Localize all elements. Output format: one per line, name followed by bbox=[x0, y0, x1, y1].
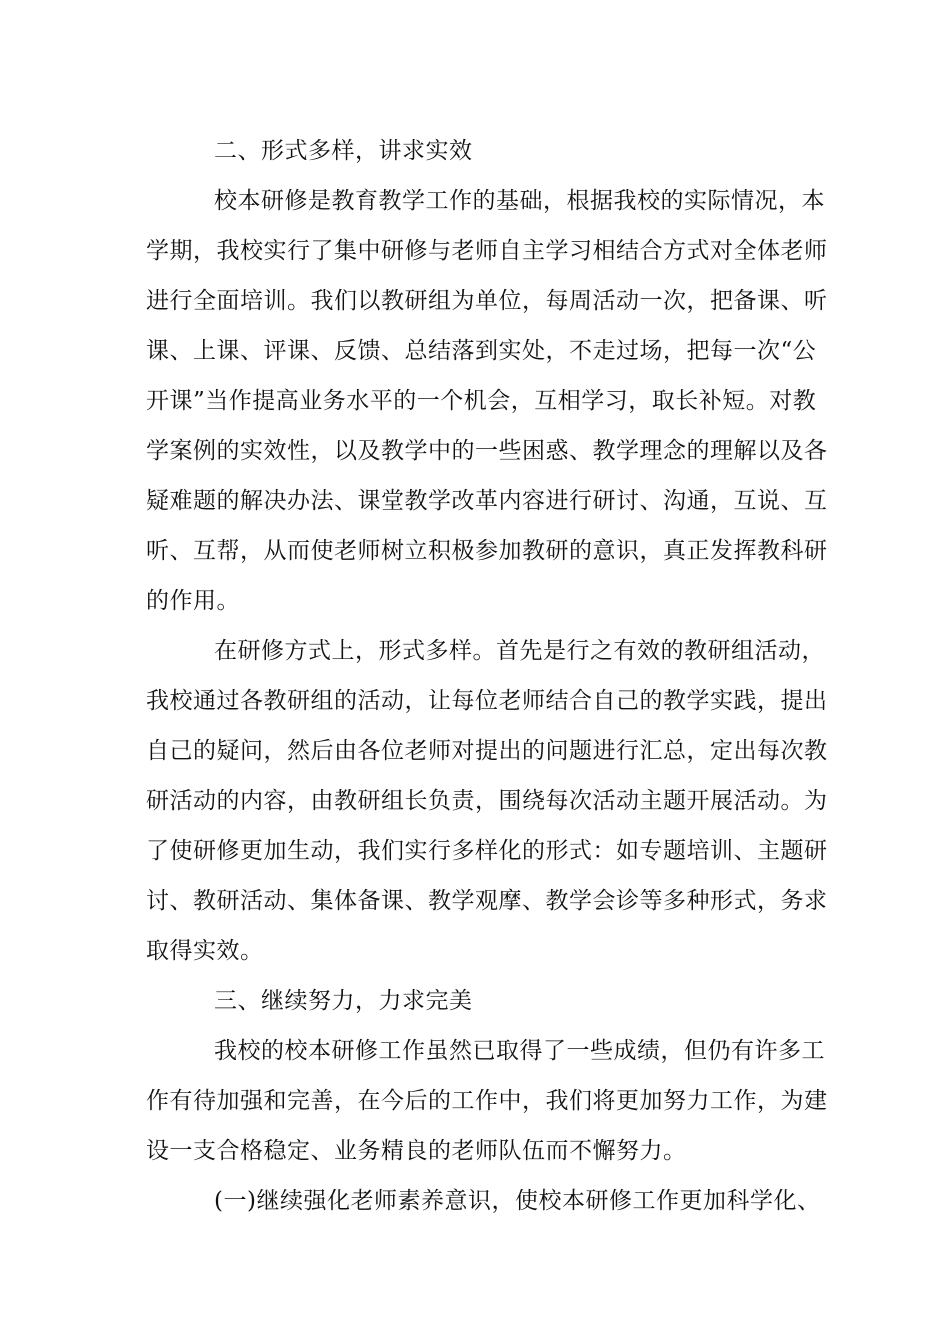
list-item-1: (一)继续强化老师素养意识，使校本研修工作更加科学化、 bbox=[214, 1188, 821, 1214]
paragraph-line: 我校的校本研修工作虽然已取得了一些成绩，但仍有许多工 bbox=[214, 1038, 825, 1064]
paragraph-line: 了使研修更加生动，我们实行多样化的形式：如专题培训、主题研 bbox=[146, 838, 828, 864]
paragraph-line: 研活动的内容，由教研组长负责，围绕每次活动主题开展活动。为 bbox=[146, 788, 828, 814]
paragraph-line: 课、上课、评课、反馈、总结落到实处，不走过场，把每一次“公 bbox=[146, 338, 817, 364]
paragraph-line: 学期，我校实行了集中研修与老师自主学习相结合方式对全体老师 bbox=[146, 238, 828, 264]
paragraph-line: 取得实效。 bbox=[146, 938, 264, 964]
paragraph-line: 设一支合格稳定、业务精良的老师队伍而不懈努力。 bbox=[146, 1138, 687, 1164]
section-heading-2: 二、形式多样，讲求实效 bbox=[214, 138, 473, 164]
paragraph-line: 自己的疑问，然后由各位老师对提出的问题进行汇总，定出每次教 bbox=[146, 738, 828, 764]
section-heading-3: 三、继续努力，力求完美 bbox=[214, 988, 473, 1014]
paragraph-line: 我校通过各教研组的活动，让每位老师结合自己的教学实践，提出 bbox=[146, 688, 828, 714]
paragraph-line: 进行全面培训。我们以教研组为单位，每周活动一次，把备课、听 bbox=[146, 288, 828, 314]
paragraph-line: 听、互帮，从而使老师树立积极参加教研的意识，真正发挥教科研 bbox=[146, 538, 828, 564]
paragraph-line: 讨、教研活动、集体备课、教学观摩、教学会诊等多种形式，务求 bbox=[146, 888, 828, 914]
paragraph-line: 校本研修是教育教学工作的基础，根据我校的实际情况，本 bbox=[214, 188, 825, 214]
paragraph-line: 疑难题的解决办法、课堂教学改革内容进行研讨、沟通，互说、互 bbox=[146, 488, 828, 514]
paragraph-line: 在研修方式上，形式多样。首先是行之有效的教研组活动， bbox=[214, 638, 825, 664]
paragraph-line: 开课”当作提高业务水平的一个机会，互相学习，取长补短。对教 bbox=[146, 388, 817, 414]
paragraph-line: 学案例的实效性，以及教学中的一些困惑、教学理念的理解以及各 bbox=[146, 438, 828, 464]
paragraph-line: 作有待加强和完善，在今后的工作中，我们将更加努力工作，为建 bbox=[146, 1088, 828, 1114]
paragraph-line: 的作用。 bbox=[146, 588, 240, 614]
